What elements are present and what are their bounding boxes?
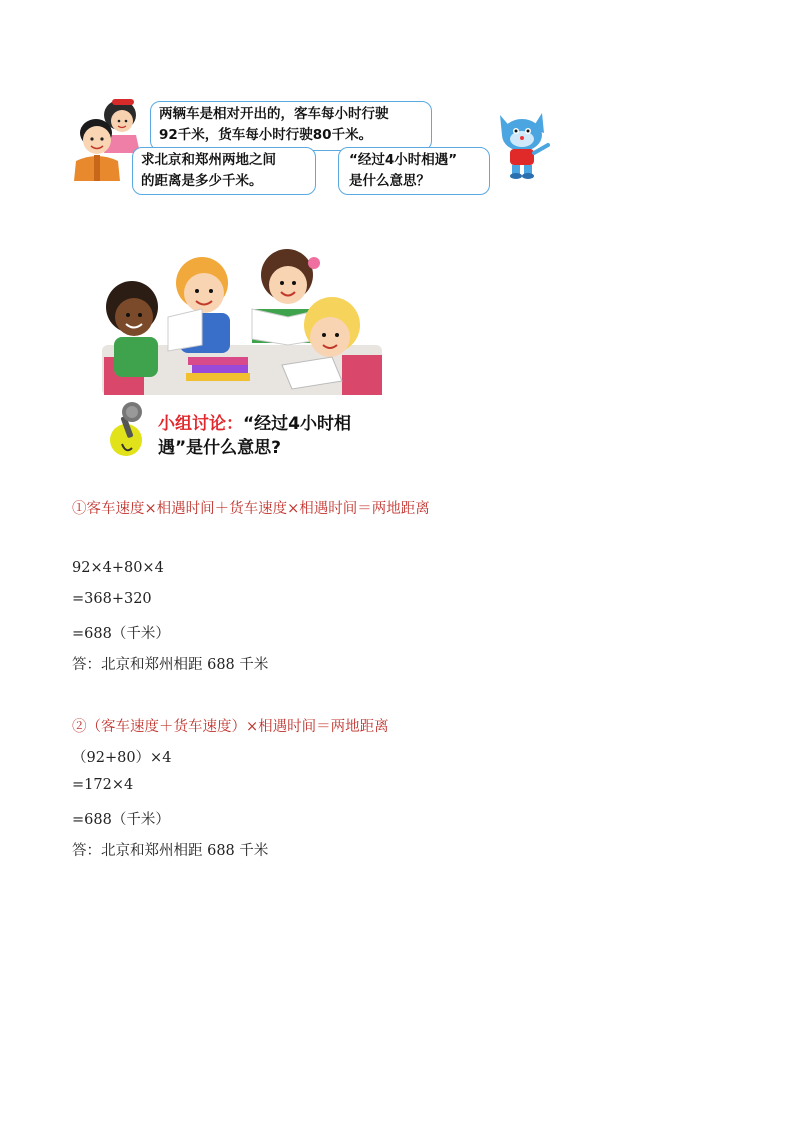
speech-bubble-train-info: [150, 101, 432, 151]
group-discussion-heading: [108, 400, 408, 460]
method2-step: =688（千米）: [72, 812, 170, 828]
top-dialogue-scene: [70, 95, 560, 200]
bubble-text-line: 是什么意思？: [349, 173, 430, 189]
method1-step: 92×4+80×4: [72, 560, 164, 576]
speech-bubble-meaning: [338, 147, 490, 195]
method1-answer: 答：北京和郑州相距 688 千米: [72, 657, 269, 673]
method1-formula: ①客车速度×相遇时间＋货车速度×相遇时间＝两地距离: [72, 501, 430, 517]
method2-step: =172×4: [72, 777, 134, 793]
method2-answer: 答：北京和郑州相距 688 千米: [72, 843, 269, 859]
children-studying-illustration: [92, 245, 392, 400]
bubble-text-line: 92千米，货车每小时行驶80千米。: [159, 127, 373, 143]
speech-bubble-question: [132, 147, 316, 195]
bubble-text-line: “经过4小时相遇”: [349, 152, 458, 168]
microphone-icon: [108, 400, 152, 458]
method1-step: =688（千米）: [72, 626, 170, 642]
method2-formula: ②（客车速度＋货车速度）×相遇时间＝两地距离: [72, 719, 389, 735]
discussion-question: “经过4小时相: [243, 414, 352, 434]
cartoon-cat-illustration: [492, 109, 558, 181]
bubble-text-line: 的距离是多少千米。: [141, 173, 263, 189]
discussion-label: 小组讨论：: [158, 414, 243, 434]
discussion-question: 遇”是什么意思?: [158, 438, 282, 458]
method2-step: （92+80）×4: [72, 750, 172, 766]
bubble-text-line: 求北京和郑州两地之间: [141, 152, 276, 168]
bubble-text-line: 两辆车是相对开出的，客车每小时行驶: [159, 106, 389, 122]
method1-step: =368+320: [72, 591, 152, 607]
